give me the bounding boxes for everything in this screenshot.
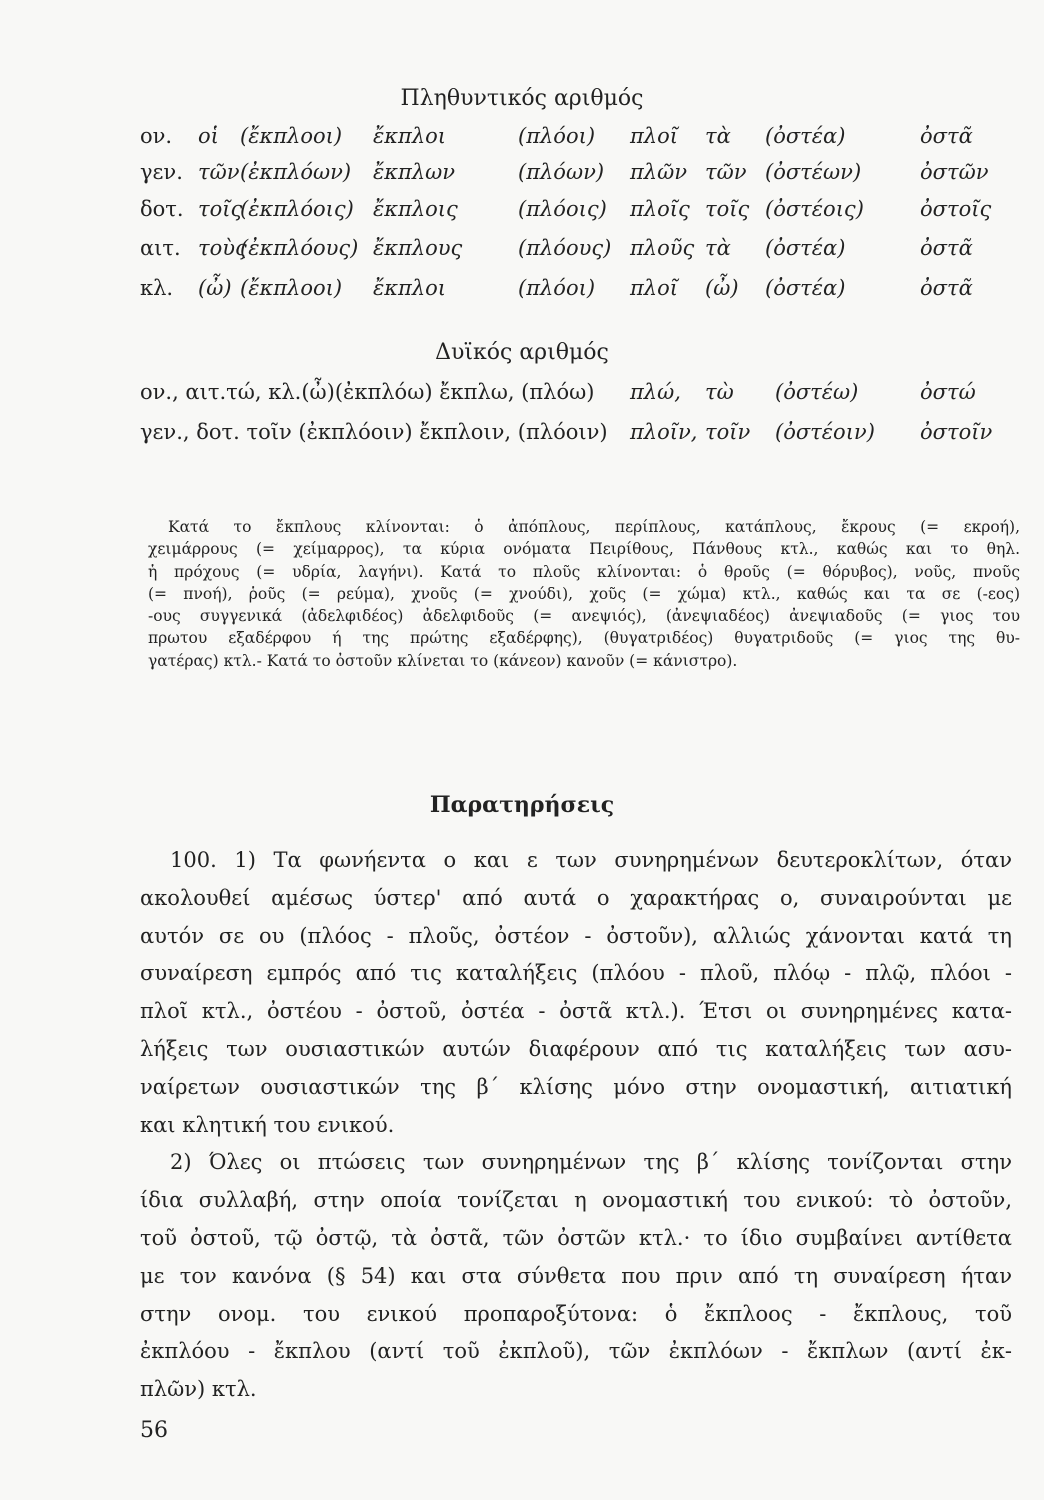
dual-row — [140, 420, 1020, 450]
cell: πλοῖν, — [630, 420, 698, 444]
plural-title: Πληθυντικός αριθμός — [400, 86, 644, 111]
cell: ἔκπλοι — [373, 124, 447, 148]
cell: τοῖν — [705, 420, 751, 444]
text-line: ναίρετων ουσιαστικών της β΄ κλίσης μόνο στην ονομαστική, αιτιατική — [140, 1074, 1012, 1099]
plural-row — [140, 124, 1020, 154]
text-line: -ους συγγενικά (ἀδελφιδέος) ἀδελφιδοῦς (= ανεψιός), (ἀνεψιαδέος) ἀνεψιαδοῦς (= γιος του — [148, 607, 1020, 626]
cell: δοτ. — [140, 197, 184, 221]
cell: (ὦ) — [198, 276, 232, 300]
cell: τοῖς — [705, 197, 750, 221]
text-line: αυτόν σε ου (πλόος - πλοῦς, ὀστέον - ὀστοῦν), αλλιώς χάνονται κατά τη — [140, 923, 1012, 948]
cell: (ὀστέα) — [765, 236, 846, 260]
cell: πλῶν — [630, 160, 688, 184]
cell: ὀστᾶ — [920, 276, 973, 300]
text-line: πλῶν) κτλ. — [140, 1377, 257, 1402]
cell: (ἐκπλόους) — [240, 236, 359, 260]
text-line: πλοῖ κτλ., ὀστέου - ὀστοῦ, ὀστέα - ὀστᾶ κτλ.). Έτσι οι συνηρημένες κατα- — [140, 999, 1012, 1024]
cell: τοὺς — [198, 236, 247, 260]
text-line: πρωτου εξαδέρφου ή της πρώτης εξαδέρφης), (θυγατριδέος) θυγατριδοῦς (= γιος της θυ- — [148, 629, 1020, 648]
cell: (ἔκπλοοι) — [240, 124, 343, 148]
cell: (ἐκπλόοις) — [240, 197, 354, 221]
plural-row — [140, 236, 1020, 266]
cell: τοῖς — [198, 197, 243, 221]
cell: (ὦ) — [705, 276, 739, 300]
cell: (ὀστέα) — [765, 124, 846, 148]
cell: (ὀστέα) — [765, 276, 846, 300]
text-line: γατέρας) κτλ.- Κατά το ὀστοῦν κλίνεται το (κάνεον) κανοῦν (= κάνιστρο). — [148, 651, 738, 670]
cell: ἔκπλων — [373, 160, 456, 184]
cell: (ὀστέοις) — [765, 197, 864, 221]
section-heading: Παρατηρήσεις — [429, 792, 615, 818]
text-line: ακολουθεί αμέσως ύστερ' από αυτά ο χαρακτήρας ο, συναιρούνται με — [140, 885, 1012, 910]
cell: (ὀστέοιν) — [775, 420, 875, 444]
cell: (πλόους) — [518, 236, 612, 260]
page-number: 56 — [140, 1418, 168, 1443]
text-line: ίδια συλλαβή, στην οποία τονίζεται η ονομαστική του ενικού: τὸ ὀστοῦν, — [140, 1188, 1012, 1213]
cell: ἔκπλους — [373, 236, 463, 260]
plural-row — [140, 276, 1020, 306]
text-line: 2) Όλες οι πτώσεις των συνηρημένων της β΄ κλίσης τονίζονται στην — [170, 1150, 1012, 1175]
text-line: ἐκπλόου - ἔκπλου (αντί τοῦ ἐκπλοῦ), τῶν ἐκπλόων - ἔκπλων (αντί ἐκ- — [140, 1339, 1012, 1364]
text-line: ἡ πρόχους (= υδρία, λαγήνι). Κατά το πλοῦς κλίνονται: ὁ θροῦς (= θόρυβος), νοῦς, πνοῦς — [148, 562, 1020, 581]
body-text — [140, 842, 1012, 1409]
text-line: (= πνοή), ῥοῦς (= ρεύμα), χνοῦς (= χνούδι), χοῦς (= χώμα) κτλ., καθώς και τα σε (-εος) — [148, 584, 1020, 603]
text-line: χειμάρρους (= χείμαρρος), τα κύρια ονόματα Πειρίθους, Πάνθους κτλ., καθώς και το θηλ. — [148, 540, 1020, 559]
dual-row — [140, 380, 1020, 410]
cell: τὰ — [705, 236, 731, 260]
text-line: λήξεις των ουσιαστικών αυτών διαφέρουν από τις καταλήξεις των ασυ- — [140, 1036, 1012, 1061]
plural-row — [140, 197, 1020, 227]
cell: ὀστοῖν — [920, 420, 993, 444]
cell: πλώ, — [630, 380, 681, 404]
cell: γεν., δοτ. τοῖν (ἐκπλόοιν) ἔκπλοιν, (πλόοιν) — [140, 420, 608, 444]
cell: αιτ. — [140, 236, 181, 260]
plural-row — [140, 160, 1020, 190]
cell: οἱ — [198, 124, 219, 148]
cell: τῶν — [705, 160, 747, 184]
text-line: και κλητική του ενικού. — [140, 1112, 395, 1137]
cell: πλοῖς — [630, 197, 690, 221]
dual-title: Δυϊκός αριθμός — [435, 340, 609, 365]
cell: (ἐκπλόων) — [240, 160, 352, 184]
text-line: με τον κανόνα (§ 54) και στα σύνθετα που πριν από τη συναίρεση ήταν — [140, 1263, 1012, 1288]
cell: ον., αιτ.τώ, κλ.(ὦ)(ἐκπλόω) ἔκπλω, (πλόω) — [140, 380, 595, 404]
cell: πλοῖ — [630, 276, 678, 300]
cell: (πλόων) — [518, 160, 605, 184]
note-paragraph — [148, 516, 1020, 672]
cell: (πλόοι) — [518, 276, 596, 300]
cell: γεν. — [140, 160, 183, 184]
text-line: στην ονομ. του ενικού προπαροξύτονα: ὁ ἔκπλοος - ἔκπλους, τοῦ — [140, 1301, 1012, 1326]
cell: ὀστῶν — [920, 160, 989, 184]
text-line: συναίρεση εμπρός από τις καταλήξεις (πλόου - πλοῦ, πλόῳ - πλῷ, πλόοι - — [140, 961, 1012, 986]
cell: ὀστᾶ — [920, 124, 973, 148]
cell: τὰ — [705, 124, 731, 148]
cell: (ὀστέων) — [765, 160, 862, 184]
cell: κλ. — [140, 276, 174, 300]
cell: πλοῦς — [630, 236, 695, 260]
cell: ὀστοῖς — [920, 197, 992, 221]
cell: (ἔκπλοοι) — [240, 276, 343, 300]
cell: ὀστᾶ — [920, 236, 973, 260]
text-line: 100. 1) Τα φωνήεντα ο και ε των συνηρημένων δευτεροκλίτων, όταν — [170, 848, 1012, 872]
cell: ὀστώ — [920, 380, 976, 404]
cell: πλοῖ — [630, 124, 678, 148]
cell: τὼ — [705, 380, 734, 404]
cell: (πλόοι) — [518, 124, 596, 148]
cell: τῶν — [198, 160, 240, 184]
cell: (ὀστέω) — [775, 380, 859, 404]
cell: ον. — [140, 124, 173, 148]
cell: ἔκπλοις — [373, 197, 458, 221]
text-line: τοῦ ὀστοῦ, τῷ ὀστῷ, τὰ ὀστᾶ, τῶν ὀστῶν κτλ.· το ίδιο συμβαίνει αντίθετα — [140, 1225, 1012, 1250]
cell: ἔκπλοι — [373, 276, 447, 300]
text-line: Κατά το ἔκπλους κλίνονται: ὁ ἀπόπλους, περίπλους, κατάπλους, ἔκρους (= εκροή), — [168, 518, 1020, 536]
cell: (πλόοις) — [518, 197, 607, 221]
